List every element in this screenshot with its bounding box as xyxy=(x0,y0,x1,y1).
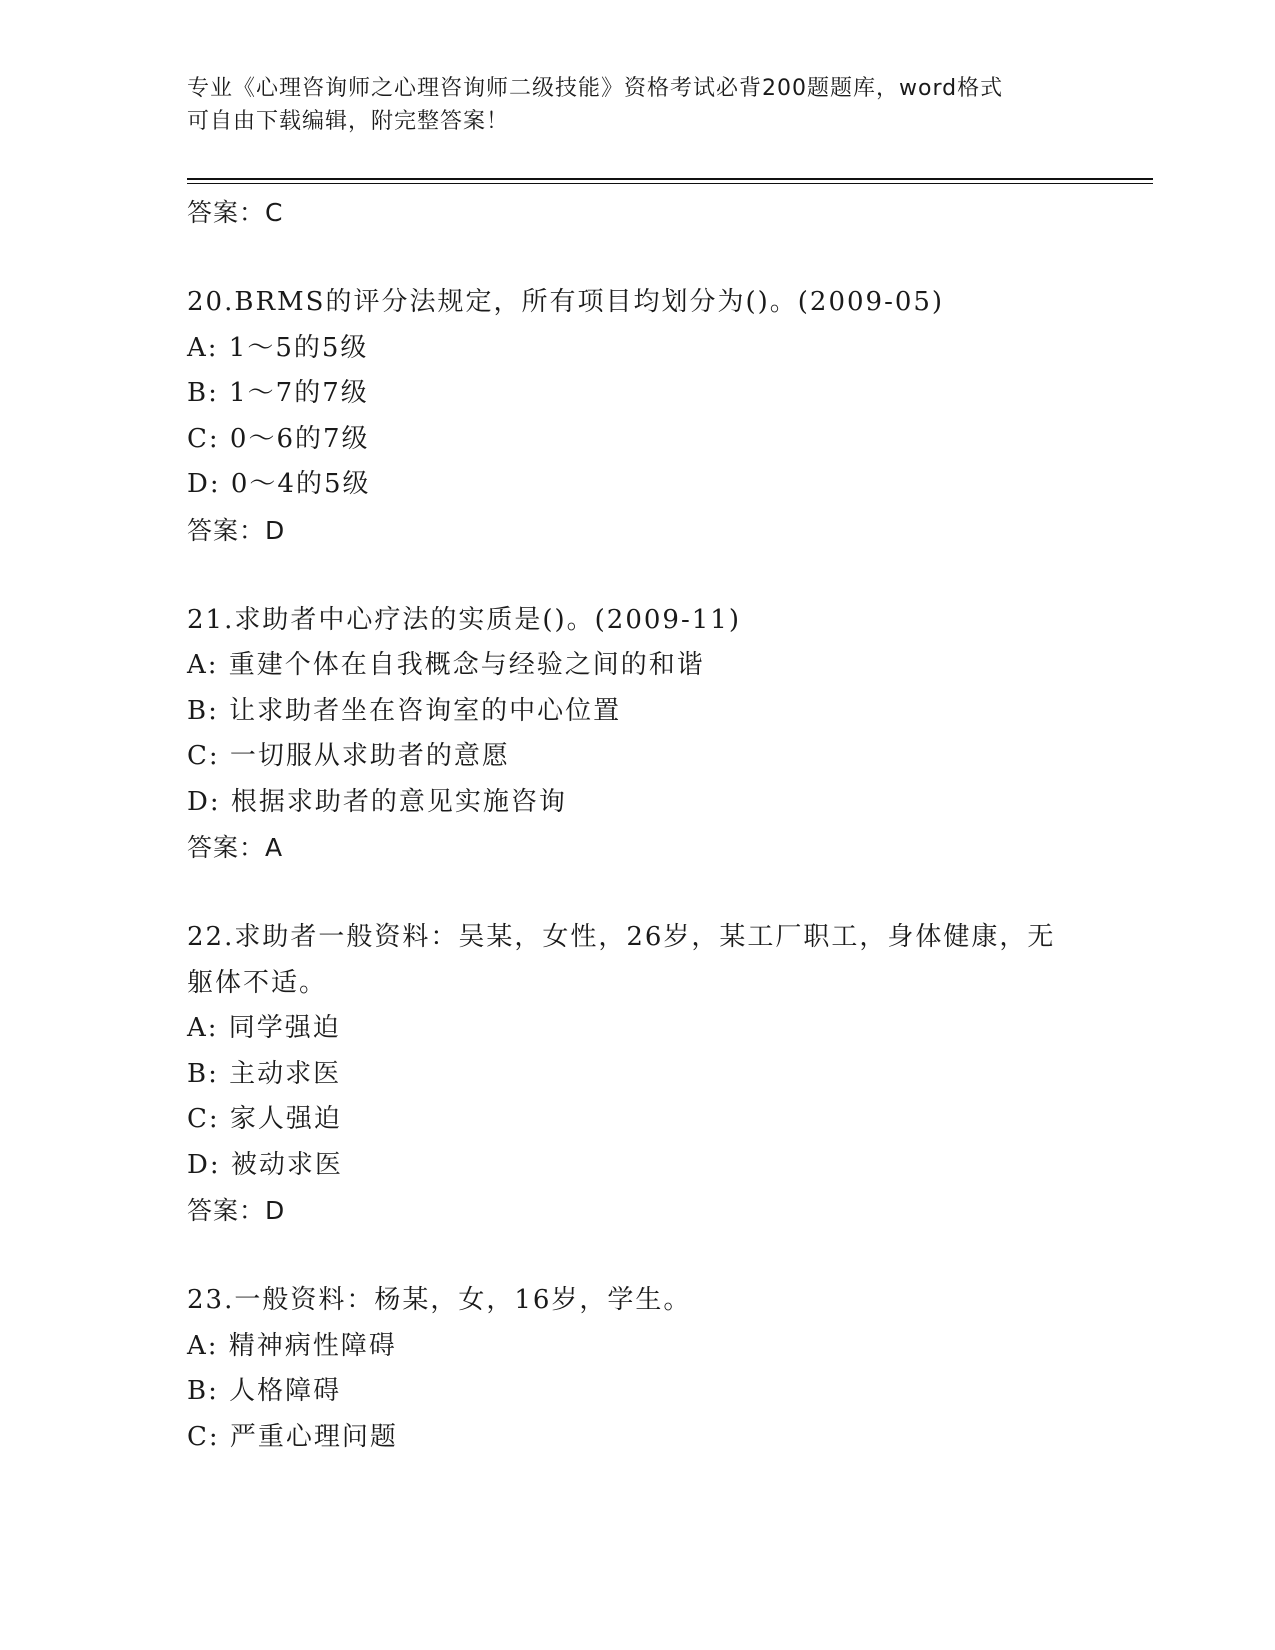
answer-previous: 答案：C xyxy=(187,198,284,227)
option-d: D: 0～4的5级 xyxy=(187,469,371,499)
question-title: 23.一般资料：杨某，女，16岁，学生。 xyxy=(187,1285,692,1315)
header-line-2: 可自由下载编辑，附完整答案！ xyxy=(187,109,510,134)
answer: 答案：D xyxy=(187,515,286,545)
option-b: B: 人格障碍 xyxy=(187,1376,342,1406)
header-divider-thin xyxy=(187,183,1153,184)
question-title: 21.求助者中心疗法的实质是()。(2009-11) xyxy=(187,604,741,635)
question-title: 20.BRMS的评分法规定，所有项目均划分为()。(2009-05) xyxy=(187,287,945,317)
option-d: D: 根据求助者的意见实施咨询 xyxy=(187,786,567,817)
answer: 答案：D xyxy=(187,1196,286,1225)
header-line-1: 专业《心理咨询师之心理咨询师二级技能》资格考试必背200题题库，word格式 xyxy=(187,76,1004,101)
option-a: A: 重建个体在自我概念与经验之间的和谐 xyxy=(187,650,705,680)
question-23 xyxy=(187,1278,1117,1460)
option-b: B: 让求助者坐在咨询室的中心位置 xyxy=(187,695,622,726)
question-20 xyxy=(187,280,1117,553)
option-a: A: 1～5的5级 xyxy=(187,332,369,363)
option-a: A: 精神病性障碍 xyxy=(187,1330,397,1361)
option-d: D: 被动求医 xyxy=(187,1149,343,1180)
question-title-line-2: 躯体不适。 xyxy=(187,967,328,998)
question-title-line-1: 22.求助者一般资料：吴某，女性，26岁，某工厂职工，身体健康，无 xyxy=(187,922,1056,952)
question-22 xyxy=(187,915,1117,1233)
option-c: C: 家人强迫 xyxy=(187,1104,342,1134)
header-divider-thick xyxy=(187,178,1153,180)
option-b: B: 1～7的7级 xyxy=(187,378,369,408)
question-list xyxy=(187,190,1117,1460)
document-header xyxy=(187,72,1067,138)
answer: 答案：A xyxy=(187,833,284,862)
option-a: A: 同学强迫 xyxy=(187,1013,341,1043)
option-c: C: 一切服从求助者的意愿 xyxy=(187,741,510,771)
question-21 xyxy=(187,598,1117,871)
option-b: B: 主动求医 xyxy=(187,1058,342,1089)
option-c: C: 0～6的7级 xyxy=(187,423,370,454)
option-c: C: 严重心理问题 xyxy=(187,1421,398,1452)
